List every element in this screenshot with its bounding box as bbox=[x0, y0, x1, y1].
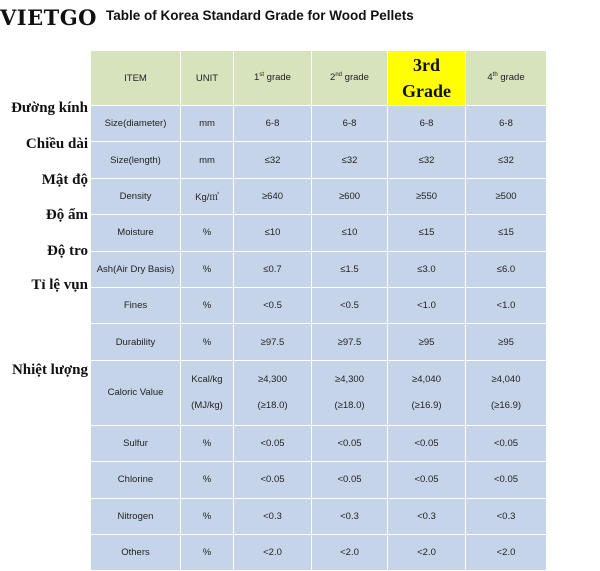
cell-unit: mm bbox=[181, 142, 234, 178]
cell-grade-1: <2.0 bbox=[234, 534, 312, 570]
table-row bbox=[91, 534, 547, 570]
cell-item: Fines bbox=[91, 287, 181, 323]
cell-grade-4: <1.0 bbox=[466, 287, 547, 323]
cell-item: Size(length) bbox=[91, 142, 181, 178]
cell-grade-3: <2.0 bbox=[388, 534, 466, 570]
cell-item: Others bbox=[91, 534, 181, 570]
cell-grade-2: ≤32 bbox=[312, 142, 388, 178]
cell-grade-4: 6-8 bbox=[466, 106, 547, 142]
table-row bbox=[91, 178, 547, 214]
header-item: ITEM bbox=[91, 51, 181, 106]
cell-unit: Kg/㎥ bbox=[181, 178, 234, 214]
header-grade-3 bbox=[388, 51, 466, 106]
cell-grade-2: <0.05 bbox=[312, 425, 388, 461]
cell-item: Durability bbox=[91, 324, 181, 360]
vn-label-ash: Độ tro bbox=[47, 243, 88, 259]
cell-item: Sulfur bbox=[91, 425, 181, 461]
cell-grade-1: ≥97.5 bbox=[234, 324, 312, 360]
cell-grade-4: ≥4,040 (≥16.9) bbox=[466, 360, 547, 425]
table-row bbox=[91, 142, 547, 178]
header-grade-4: 4th grade bbox=[466, 51, 547, 106]
cell-grade-1: ≤10 bbox=[234, 215, 312, 251]
cell-grade-2: <0.05 bbox=[312, 462, 388, 498]
cell-grade-1: <0.5 bbox=[234, 287, 312, 323]
cell-grade-2: ≤1.5 bbox=[312, 251, 388, 287]
cell-grade-2: ≥97.5 bbox=[312, 324, 388, 360]
cell-grade-3: ≤15 bbox=[388, 215, 466, 251]
cell-grade-4: ≥500 bbox=[466, 178, 547, 214]
cell-item: Ash(Air Dry Basis) bbox=[91, 251, 181, 287]
cell-unit: % bbox=[181, 534, 234, 570]
cell-grade-4: ≤32 bbox=[466, 142, 547, 178]
cell-item: Moisture bbox=[91, 215, 181, 251]
cell-unit: % bbox=[181, 462, 234, 498]
cell-grade-2: ≤10 bbox=[312, 215, 388, 251]
brand-logo: VIETGO bbox=[0, 5, 97, 30]
cell-grade-2: <0.5 bbox=[312, 287, 388, 323]
cell-grade-3: <1.0 bbox=[388, 287, 466, 323]
cell-grade-4: <2.0 bbox=[466, 534, 547, 570]
table-row bbox=[91, 425, 547, 461]
header-grade-2: 2nd grade bbox=[312, 51, 388, 106]
header-grade-1: 1st grade bbox=[234, 51, 312, 106]
cell-grade-1: <0.05 bbox=[234, 462, 312, 498]
cell-unit: mm bbox=[181, 106, 234, 142]
table-row bbox=[91, 251, 547, 287]
page-title: Table of Korea Standard Grade for Wood Pellets bbox=[106, 8, 414, 23]
cell-item: Caloric Value bbox=[91, 360, 181, 425]
cell-grade-3: <0.05 bbox=[388, 462, 466, 498]
table-row bbox=[91, 498, 547, 534]
cell-grade-3: 6-8 bbox=[388, 106, 466, 142]
cell-item: Nitrogen bbox=[91, 498, 181, 534]
grade-table-container bbox=[90, 50, 546, 559]
cell-grade-1: 6-8 bbox=[234, 106, 312, 142]
cell-grade-3: ≤3.0 bbox=[388, 251, 466, 287]
cell-grade-1: ≥640 bbox=[234, 178, 312, 214]
cell-unit: % bbox=[181, 215, 234, 251]
vn-label-fines: Tỉ lệ vụn bbox=[31, 277, 88, 293]
cell-grade-4: <0.05 bbox=[466, 462, 547, 498]
table-row bbox=[91, 324, 547, 360]
cell-grade-3: ≥95 bbox=[388, 324, 466, 360]
cell-grade-1: <0.05 bbox=[234, 425, 312, 461]
vn-label-caloric: Nhiệt lượng bbox=[11, 362, 88, 378]
table-row bbox=[91, 287, 547, 323]
cell-grade-1: ≤0.7 bbox=[234, 251, 312, 287]
cell-grade-3: ≥550 bbox=[388, 178, 466, 214]
grade-3-highlight: 3rd Grade bbox=[388, 51, 465, 105]
vn-label-length: Chiều dài bbox=[25, 136, 88, 152]
cell-unit: % bbox=[181, 287, 234, 323]
cell-grade-3: ≤32 bbox=[388, 142, 466, 178]
cell-grade-1: ≤32 bbox=[234, 142, 312, 178]
cell-item: Density bbox=[91, 178, 181, 214]
cell-grade-3: ≥4,040 (≥16.9) bbox=[388, 360, 466, 425]
cell-unit: % bbox=[181, 425, 234, 461]
table-row bbox=[91, 462, 547, 498]
cell-grade-2: ≥4,300 (≥18.0) bbox=[312, 360, 388, 425]
cell-grade-2: ≥600 bbox=[312, 178, 388, 214]
cell-grade-3: <0.3 bbox=[388, 498, 466, 534]
cell-grade-4: ≥95 bbox=[466, 324, 547, 360]
vn-label-moisture: Độ ẩm bbox=[45, 207, 88, 223]
cell-unit: % bbox=[181, 251, 234, 287]
cell-grade-4: <0.3 bbox=[466, 498, 547, 534]
table-row bbox=[91, 360, 547, 425]
cell-unit: % bbox=[181, 498, 234, 534]
cell-grade-1: <0.3 bbox=[234, 498, 312, 534]
header-unit: UNIT bbox=[181, 51, 234, 106]
cell-grade-2: <0.3 bbox=[312, 498, 388, 534]
table-row bbox=[91, 106, 547, 142]
cell-grade-4: <0.05 bbox=[466, 425, 547, 461]
cell-item: Chlorine bbox=[91, 462, 181, 498]
cell-item: Size(diameter) bbox=[91, 106, 181, 142]
vn-label-diameter: Đường kính bbox=[11, 100, 88, 116]
cell-grade-4: ≤15 bbox=[466, 215, 547, 251]
cell-grade-4: ≤6.0 bbox=[466, 251, 547, 287]
vn-label-density: Mật độ bbox=[41, 172, 88, 188]
header-row bbox=[91, 51, 547, 106]
cell-grade-2: <2.0 bbox=[312, 534, 388, 570]
cell-unit: Kcal/kg (MJ/kg) bbox=[181, 360, 234, 425]
cell-unit: % bbox=[181, 324, 234, 360]
grade-table bbox=[90, 50, 547, 571]
cell-grade-2: 6-8 bbox=[312, 106, 388, 142]
table-row bbox=[91, 215, 547, 251]
cell-grade-1: ≥4,300 (≥18.0) bbox=[234, 360, 312, 425]
cell-grade-3: <0.05 bbox=[388, 425, 466, 461]
